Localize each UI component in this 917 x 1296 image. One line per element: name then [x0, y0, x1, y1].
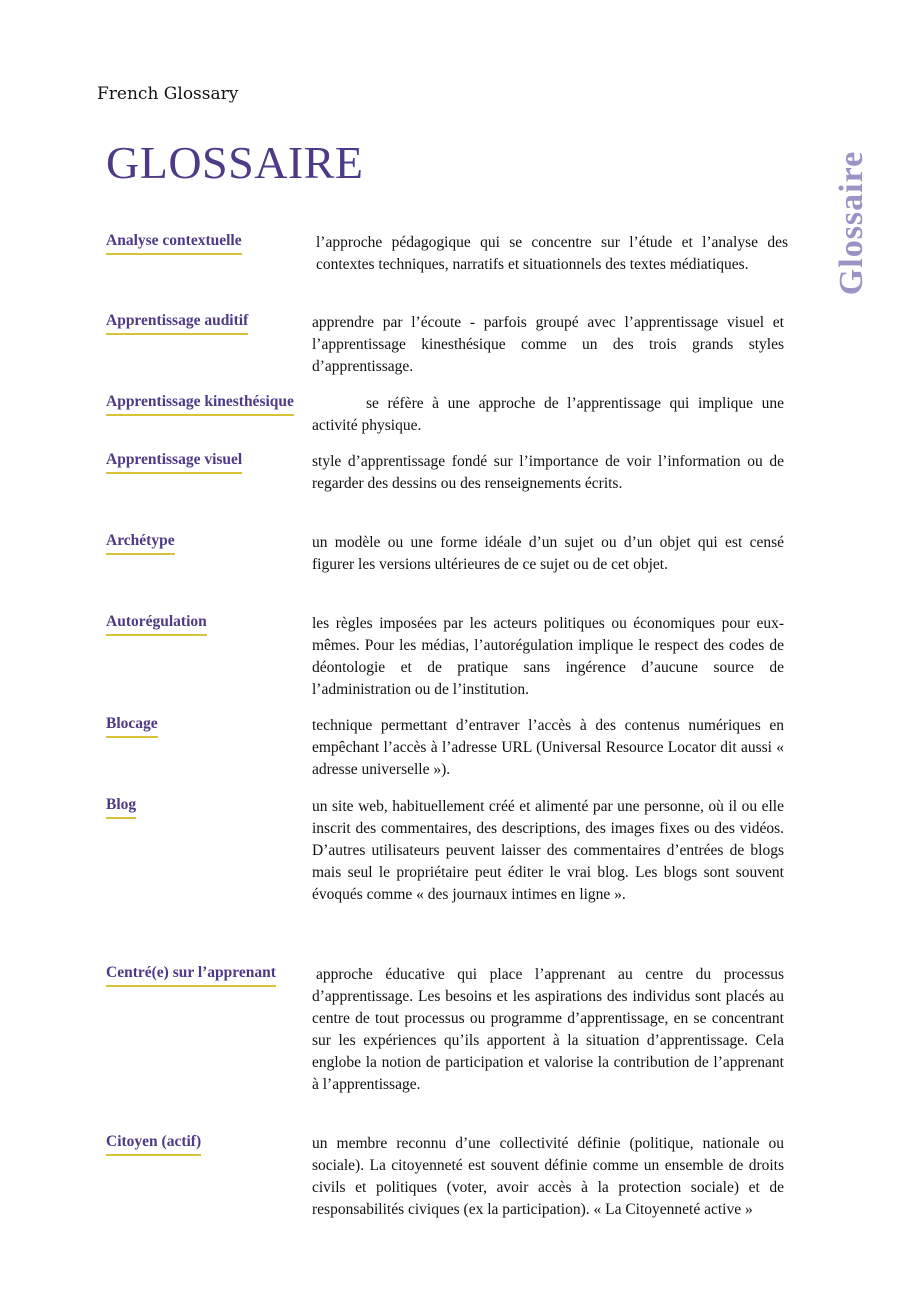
side-tab-label: Glossaire	[833, 150, 870, 295]
glossary-term: Citoyen (actif)	[106, 1133, 201, 1156]
page-title: GLOSSAIRE	[106, 137, 364, 188]
glossary-term: Apprentissage auditif	[106, 312, 248, 335]
glossary-definition: apprendre par l’écoute - parfois groupé avec l’apprentissage visuel et l’apprentissage kinesthésique comme un des trois grands styles d’apprentissage.	[312, 314, 784, 375]
glossary-definition: approche éducative qui place l’apprenant au centre du processus d’apprentissage. Les besoins et les aspirations des individus sont placés au centre de tout processus ou programme d’apprentissage, en se concentrant sur les expériences qu’ils apportent à la situation d’apprentissage. Cela englobe la notion de participation et valorise la contribution de l’apprenant à l’apprentissage.	[312, 966, 784, 1093]
glossary-definition: un site web, habituellement créé et alimenté par une personne, où il ou elle inscrit des commentaires, des descriptions, des images fixes ou des vidéos. D’autres utilisateurs peuvent laisser des commentaires d’entrées de blogs mais seul le propriétaire peut éditer le vrai blog. Les blogs sont souvent évoqués comme « des journaux intimes en ligne ».	[312, 798, 784, 903]
glossary-definition: technique permettant d’entraver l’accès à des contenus numériques en empêchant l’accès à l’adresse URL (Universal Resource Locator dit aussi « adresse universelle »).	[312, 717, 784, 778]
glossary-definition: se réfère à une approche de l’apprentissage qui implique une activité physique.	[312, 395, 784, 434]
glossary-term: Autorégulation	[106, 613, 207, 636]
glossary-definition: les règles imposées par les acteurs politiques ou économiques pour eux-mêmes. Pour les médias, l’autorégulation implique le respect des codes de déontologie et de pratique sans ingérence d’aucune source de l’administration ou de l’institution.	[312, 615, 784, 698]
side-tab	[832, 140, 872, 305]
glossary-definition: l’approche pédagogique qui se concentre sur l’étude et l’analyse des contextes techniques, narratifs et situationnels des textes médiatiques.	[316, 234, 788, 273]
glossary-term: Apprentissage kinesthésique	[106, 393, 294, 416]
glossary-term: Blog	[106, 796, 136, 819]
glossary-definition: style d’apprentissage fondé sur l’importance de voir l’information ou de regarder des dessins ou des renseignements écrits.	[312, 453, 784, 492]
glossary-term: Apprentissage visuel	[106, 451, 242, 474]
glossary-definition: un modèle ou une forme idéale d’un sujet ou d’un objet qui est censé figurer les versions ultérieures de ce sujet ou de cet objet.	[312, 534, 784, 573]
running-header: French Glossary	[97, 84, 239, 104]
glossary-term: Archétype	[106, 532, 175, 555]
glossary-term: Blocage	[106, 715, 158, 738]
glossary-term: Analyse contextuelle	[106, 232, 242, 255]
glossary-term: Centré(e) sur l’apprenant	[106, 964, 276, 987]
glossary-definition: un membre reconnu d’une collectivité définie (politique, nationale ou sociale). La citoyenneté est souvent définie comme un ensemble de droits civils et politiques (voter, avoir accès à la protection sociale) et de responsabilités civiques (ex la participation). « La Citoyenneté active »	[312, 1135, 784, 1218]
